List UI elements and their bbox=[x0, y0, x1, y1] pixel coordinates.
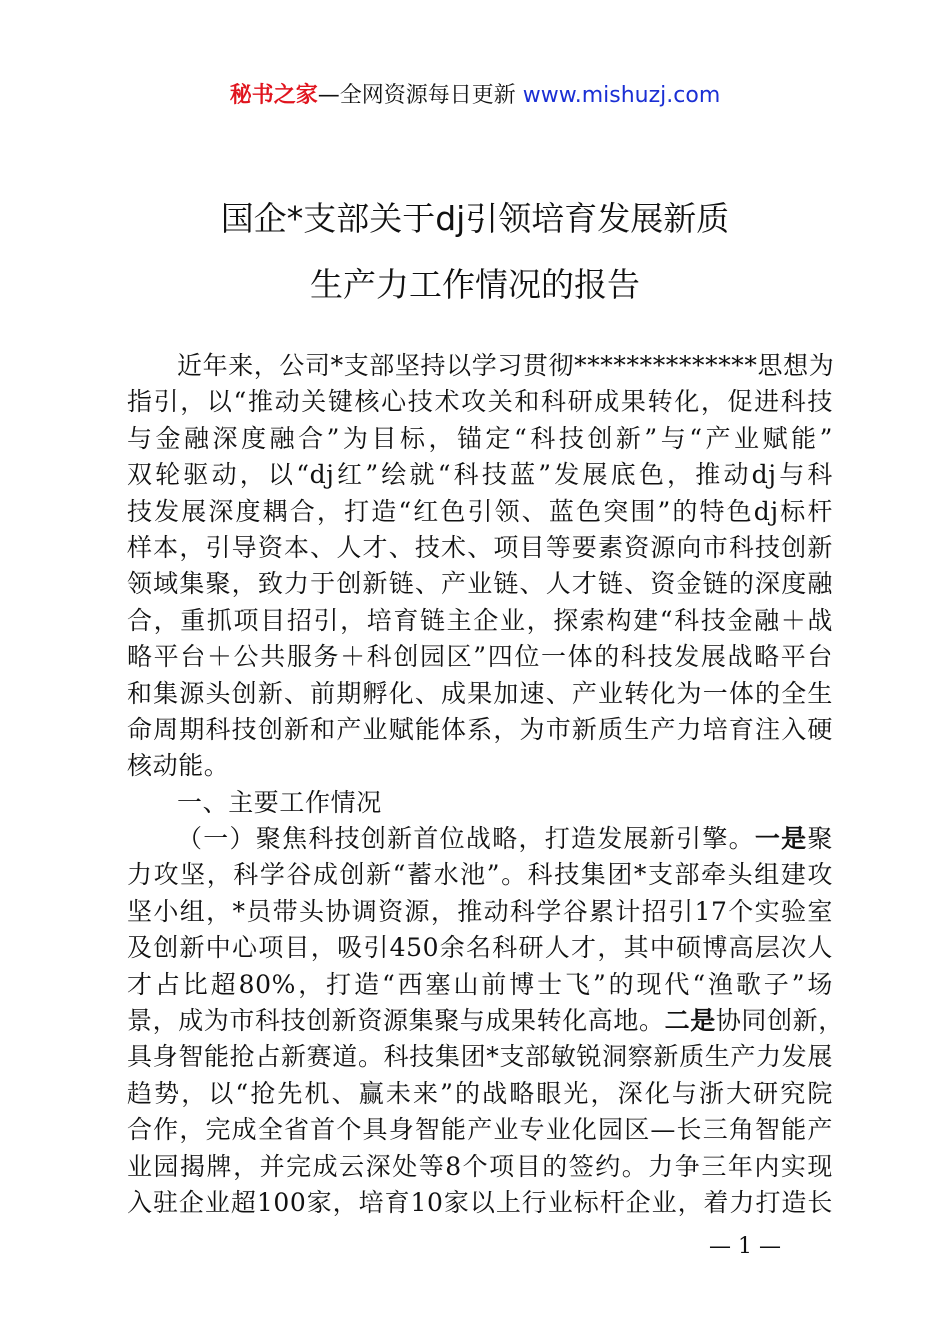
title-line-2: 生产力工作情况的报告 bbox=[310, 265, 640, 304]
body-line: 和集源头创新、前期孵化、成果加速、产业转化为一体的全生 bbox=[127, 678, 833, 708]
body-line: 领域集聚，致力于创新链、产业链、人才链、资金链的深度融 bbox=[127, 569, 833, 599]
title-line-1: 国企*支部关于dj引领培育发展新质 bbox=[220, 199, 730, 238]
site-url[interactable]: www.mishuzj.com bbox=[522, 83, 721, 108]
document-title bbox=[0, 186, 950, 318]
body-line: 双轮驱动，以“dj红”绘就“科技蓝”发展底色，推动dj与科 bbox=[127, 460, 833, 490]
body-line: 技发展深度耦合，打造“红色引领、蓝色突围”的特色dj标杆 bbox=[127, 496, 833, 526]
site-header bbox=[0, 80, 950, 112]
subsection-heading: （一）聚焦科技创新首位战略，打造发展新引擎。 bbox=[177, 824, 755, 854]
body-line: 及创新中心项目，吸引450余名科研人才，其中硕博高层次人 bbox=[127, 933, 833, 963]
body-line: 趋势，以“抢先机、赢未来”的战略眼光，深化与浙大研究院 bbox=[127, 1078, 833, 1108]
body-text-fragment: 聚 bbox=[807, 824, 834, 854]
brand-name: 秘书之家 bbox=[229, 83, 318, 108]
subsection-line bbox=[127, 821, 833, 857]
page-number: — 1 — bbox=[709, 1234, 781, 1259]
header-slogan: —全网资源每日更新 bbox=[317, 83, 523, 108]
body-line: 业园揭牌，并完成云深处等8个项目的签约。力争三年内实现 bbox=[127, 1151, 833, 1181]
body-line: 与金融深度融合”为目标，锚定“科技创新”与“产业赋能” bbox=[127, 423, 833, 453]
body-line: 力攻坚，科学谷成创新“蓄水池”。科技集团*支部牵头组建攻 bbox=[127, 860, 833, 890]
body-line: 合，重抓项目招引，培育链主企业，探索构建“科技金融＋战 bbox=[127, 605, 833, 635]
body-line: 核动能。 bbox=[127, 751, 230, 781]
body-line: 近年来，公司*支部坚持以学习贯彻**************思想为 bbox=[177, 351, 835, 380]
body-line: 略平台＋公共服务＋科创园区”四位一体的科技发展战略平台 bbox=[127, 642, 833, 672]
point-marker-two: 二是 bbox=[664, 1006, 716, 1036]
body-line: 坚小组，*员带头协调资源，推动科学谷累计招引17个实验室 bbox=[127, 896, 833, 926]
body-line: 样本，引导资本、人才、技术、项目等要素资源向市科技创新 bbox=[127, 532, 833, 562]
body-text-fragment: 协同创新， bbox=[715, 1006, 844, 1036]
document-body bbox=[127, 348, 844, 1221]
body-line: 指引，以“推动关键核心技术攻关和科研成果转化，促进科技 bbox=[127, 387, 833, 417]
section-heading: 一、主要工作情况 bbox=[177, 787, 382, 817]
point-marker-one: 一是 bbox=[754, 824, 808, 854]
body-line: 具身智能抢占新赛道。科技集团*支部敏锐洞察新质生产力发展 bbox=[127, 1042, 833, 1072]
body-line: 合作，完成全省首个具身智能产业专业化园区—长三角智能产 bbox=[127, 1115, 833, 1145]
body-mixed-line bbox=[127, 1003, 844, 1039]
body-text-fragment: 景，成为市科技创新资源集聚与成果转化高地。 bbox=[127, 1006, 665, 1036]
body-line: 命周期科技创新和产业赋能体系，为市新质生产力培育注入硬 bbox=[127, 714, 833, 744]
body-line: 入驻企业超100家，培育10家以上行业标杆企业，着力打造长 bbox=[127, 1187, 833, 1217]
body-line: 才占比超80%，打造“西塞山前博士飞”的现代“渔歌子”场 bbox=[127, 969, 833, 999]
